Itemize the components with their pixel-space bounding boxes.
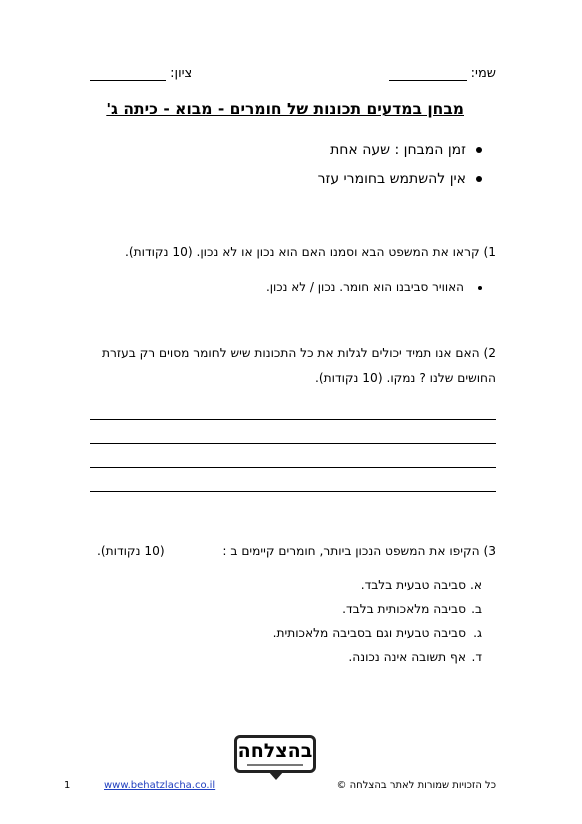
grade-field-row [90, 66, 192, 81]
answer-line-2[interactable] [90, 443, 496, 444]
logo-underline [247, 764, 303, 766]
bullet-icon [476, 176, 482, 182]
bullet-icon [478, 286, 482, 290]
question-1-text: 1) קראו את המשפט הבא וסמנו האם הוא נכון או לא נכון. (10 נקודות). [125, 245, 496, 259]
answer-line-3[interactable] [90, 467, 496, 468]
behatzlacha-logo: בהצלחה [234, 735, 316, 773]
intro-bullet-no-aids: אין להשתמש בחומרי עזר [318, 171, 482, 187]
name-field-row [389, 66, 496, 81]
logo-speech-tail [268, 771, 284, 780]
footer-copyright: כל הזכויות שמורות לאתר בהצלחה © [336, 780, 496, 791]
option-a[interactable]: א.סביבה טבעית בלבד. [360, 578, 482, 592]
bullet-icon [476, 147, 482, 153]
option-d[interactable]: ד.אף תשובה אינה נכונה. [348, 650, 482, 664]
page-number: 1 [64, 780, 71, 791]
footer-website-link[interactable]: www.behatzlacha.co.il [104, 780, 216, 791]
answer-line-4[interactable] [90, 491, 496, 492]
answer-line-1[interactable] [90, 419, 496, 420]
grade-label: ציון: [170, 66, 193, 81]
question-3-points: (10 נקודות). [97, 544, 165, 558]
question-1-statement: האוויר סביבנו הוא חומר. נכון / לא נכון. [266, 280, 482, 294]
option-b[interactable]: ב.סביבה מלאכותית בלבד. [342, 602, 482, 616]
grade-field-line[interactable] [90, 80, 166, 81]
name-field-line[interactable] [389, 80, 467, 81]
question-2-line-2: החושים שלנו ? נמקו. (10 נקודות). [314, 371, 496, 385]
question-3-text: 3) הקיפו את המשפט הנכון ביותר, חומרים קיימים ב : [222, 544, 496, 558]
name-label: שמי: [470, 66, 496, 81]
intro-bullet-duration: זמן המבחן : שעה אחת [330, 142, 482, 158]
question-2-line-1: 2) האם אנו תמיד יכולים לגלות את כל התכונות שיש לחומר מסוים רק בעזרת [102, 346, 496, 360]
page-title: מבחן במדעים תכונות של חומרים - מבוא - כיתה ג' [106, 100, 464, 118]
option-c[interactable]: ג.סביבה טבעית וגם בסביבה מלאכותית. [272, 626, 482, 640]
